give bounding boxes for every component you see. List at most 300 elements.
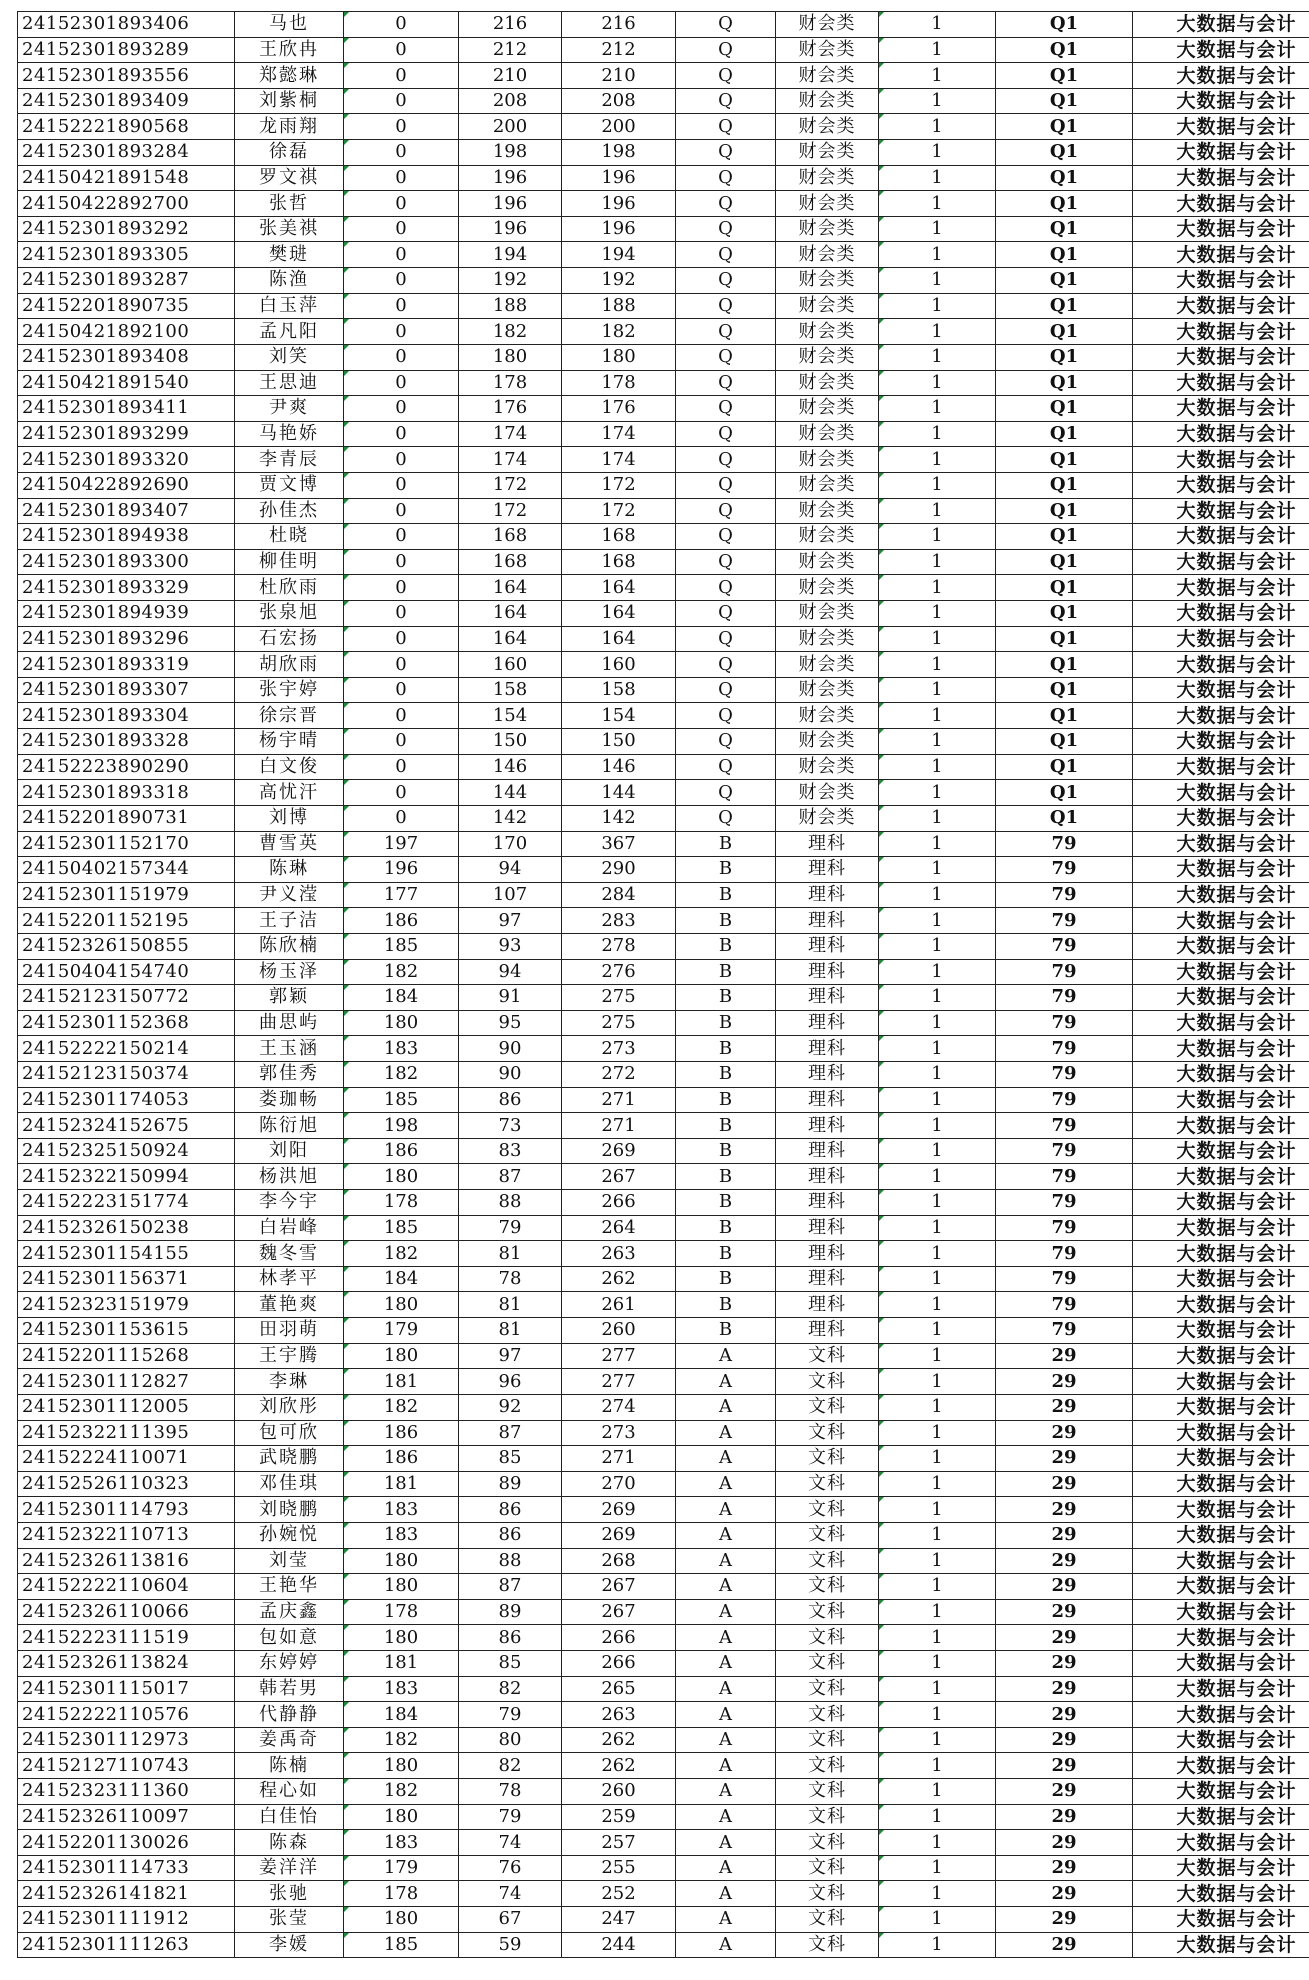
cell-code[interactable]: 29 <box>996 1676 1133 1702</box>
cell-name[interactable]: 尹爽 <box>235 396 344 422</box>
cell-code[interactable]: 29 <box>996 1343 1133 1369</box>
cell-count[interactable]: 1 <box>879 908 996 934</box>
cell-name[interactable]: 林孝平 <box>235 1266 344 1292</box>
cell-major[interactable]: 大数据与会计 <box>1133 242 1309 268</box>
cell-total[interactable]: 164 <box>562 601 676 627</box>
cell-score1[interactable]: 180 <box>344 1753 459 1779</box>
cell-score1[interactable]: 0 <box>344 293 459 319</box>
cell-student-id[interactable]: 24150422892700 <box>18 191 235 217</box>
cell-student-id[interactable]: 24152324152675 <box>18 1113 235 1139</box>
cell-level[interactable]: A <box>676 1881 776 1907</box>
cell-student-id[interactable]: 24152301893318 <box>18 780 235 806</box>
cell-score1[interactable]: 181 <box>344 1651 459 1677</box>
cell-student-id[interactable]: 24152301115017 <box>18 1676 235 1702</box>
cell-score2[interactable]: 150 <box>459 729 562 755</box>
cell-category[interactable]: 财会类 <box>776 370 879 396</box>
cell-student-id[interactable]: 24152301893289 <box>18 37 235 63</box>
cell-count[interactable]: 1 <box>879 1369 996 1395</box>
cell-category[interactable]: 文科 <box>776 1599 879 1625</box>
cell-major[interactable]: 大数据与会计 <box>1133 1753 1309 1779</box>
cell-level[interactable]: Q <box>676 472 776 498</box>
cell-code[interactable]: Q1 <box>996 601 1133 627</box>
cell-score1[interactable]: 179 <box>344 1318 459 1344</box>
cell-total[interactable]: 178 <box>562 370 676 396</box>
cell-student-id[interactable]: 24152325150924 <box>18 1138 235 1164</box>
cell-name[interactable]: 张泉旭 <box>235 601 344 627</box>
cell-count[interactable]: 1 <box>879 165 996 191</box>
cell-count[interactable]: 1 <box>879 1394 996 1420</box>
cell-code[interactable]: 79 <box>996 959 1133 985</box>
cell-category[interactable]: 财会类 <box>776 805 879 831</box>
cell-code[interactable]: 79 <box>996 1113 1133 1139</box>
cell-major[interactable]: 大数据与会计 <box>1133 1855 1309 1881</box>
cell-major[interactable]: 大数据与会计 <box>1133 216 1309 242</box>
cell-count[interactable]: 1 <box>879 1907 996 1933</box>
cell-category[interactable]: 财会类 <box>776 549 879 575</box>
cell-level[interactable]: B <box>676 1138 776 1164</box>
cell-score2[interactable]: 194 <box>459 242 562 268</box>
cell-count[interactable]: 1 <box>879 1061 996 1087</box>
cell-score2[interactable]: 83 <box>459 1138 562 1164</box>
cell-score2[interactable]: 79 <box>459 1215 562 1241</box>
cell-level[interactable]: Q <box>676 396 776 422</box>
cell-level[interactable]: B <box>676 857 776 883</box>
cell-level[interactable]: Q <box>676 37 776 63</box>
cell-major[interactable]: 大数据与会计 <box>1133 677 1309 703</box>
cell-major[interactable]: 大数据与会计 <box>1133 1727 1309 1753</box>
cell-total[interactable]: 273 <box>562 1036 676 1062</box>
cell-category[interactable]: 文科 <box>776 1855 879 1881</box>
cell-score1[interactable]: 0 <box>344 114 459 140</box>
cell-code[interactable]: 29 <box>996 1522 1133 1548</box>
cell-category[interactable]: 财会类 <box>776 12 879 38</box>
cell-name[interactable]: 刘晓鹏 <box>235 1497 344 1523</box>
cell-score2[interactable]: 172 <box>459 472 562 498</box>
cell-score2[interactable]: 90 <box>459 1061 562 1087</box>
cell-major[interactable]: 大数据与会计 <box>1133 1394 1309 1420</box>
cell-count[interactable]: 1 <box>879 1113 996 1139</box>
cell-name[interactable]: 陈楠 <box>235 1753 344 1779</box>
cell-major[interactable]: 大数据与会计 <box>1133 1446 1309 1472</box>
cell-student-id[interactable]: 24152222150214 <box>18 1036 235 1062</box>
cell-category[interactable]: 财会类 <box>776 242 879 268</box>
cell-major[interactable]: 大数据与会计 <box>1133 1599 1309 1625</box>
cell-major[interactable]: 大数据与会计 <box>1133 1676 1309 1702</box>
cell-score2[interactable]: 192 <box>459 268 562 294</box>
cell-major[interactable]: 大数据与会计 <box>1133 1241 1309 1267</box>
cell-count[interactable]: 1 <box>879 601 996 627</box>
cell-major[interactable]: 大数据与会计 <box>1133 754 1309 780</box>
cell-score1[interactable]: 196 <box>344 857 459 883</box>
cell-major[interactable]: 大数据与会计 <box>1133 1471 1309 1497</box>
cell-code[interactable]: Q1 <box>996 12 1133 38</box>
cell-category[interactable]: 理科 <box>776 1036 879 1062</box>
cell-category[interactable]: 理科 <box>776 1164 879 1190</box>
cell-count[interactable]: 1 <box>879 12 996 38</box>
cell-total[interactable]: 164 <box>562 626 676 652</box>
cell-major[interactable]: 大数据与会计 <box>1133 575 1309 601</box>
cell-level[interactable]: B <box>676 882 776 908</box>
cell-code[interactable]: Q1 <box>996 780 1133 806</box>
cell-student-id[interactable]: 24152301112827 <box>18 1369 235 1395</box>
cell-score2[interactable]: 67 <box>459 1907 562 1933</box>
cell-student-id[interactable]: 24152301152170 <box>18 831 235 857</box>
cell-score2[interactable]: 82 <box>459 1676 562 1702</box>
cell-total[interactable]: 274 <box>562 1394 676 1420</box>
cell-total[interactable]: 269 <box>562 1522 676 1548</box>
cell-name[interactable]: 姜禹奇 <box>235 1727 344 1753</box>
cell-code[interactable]: Q1 <box>996 677 1133 703</box>
cell-score2[interactable]: 76 <box>459 1855 562 1881</box>
cell-score2[interactable]: 91 <box>459 985 562 1011</box>
cell-level[interactable]: A <box>676 1907 776 1933</box>
cell-total[interactable]: 244 <box>562 1932 676 1958</box>
cell-category[interactable]: 财会类 <box>776 780 879 806</box>
cell-name[interactable]: 刘紫桐 <box>235 88 344 114</box>
cell-level[interactable]: Q <box>676 88 776 114</box>
cell-total[interactable]: 176 <box>562 396 676 422</box>
cell-category[interactable]: 理科 <box>776 882 879 908</box>
cell-name[interactable]: 魏冬雪 <box>235 1241 344 1267</box>
cell-student-id[interactable]: 24152301112973 <box>18 1727 235 1753</box>
cell-count[interactable]: 1 <box>879 1702 996 1728</box>
cell-score1[interactable]: 0 <box>344 344 459 370</box>
cell-score1[interactable]: 185 <box>344 933 459 959</box>
cell-level[interactable]: Q <box>676 524 776 550</box>
cell-major[interactable]: 大数据与会计 <box>1133 498 1309 524</box>
cell-major[interactable]: 大数据与会计 <box>1133 652 1309 678</box>
cell-student-id[interactable]: 24152221890568 <box>18 114 235 140</box>
cell-total[interactable]: 262 <box>562 1753 676 1779</box>
cell-student-id[interactable]: 24152301894938 <box>18 524 235 550</box>
cell-code[interactable]: 79 <box>996 908 1133 934</box>
cell-category[interactable]: 财会类 <box>776 601 879 627</box>
cell-major[interactable]: 大数据与会计 <box>1133 1369 1309 1395</box>
cell-student-id[interactable]: 24152301151979 <box>18 882 235 908</box>
cell-count[interactable]: 1 <box>879 1343 996 1369</box>
cell-code[interactable]: 29 <box>996 1369 1133 1395</box>
cell-score2[interactable]: 142 <box>459 805 562 831</box>
cell-major[interactable]: 大数据与会计 <box>1133 1522 1309 1548</box>
cell-name[interactable]: 樊琎 <box>235 242 344 268</box>
cell-code[interactable]: Q1 <box>996 165 1133 191</box>
cell-name[interactable]: 郑懿琳 <box>235 63 344 89</box>
cell-count[interactable]: 1 <box>879 396 996 422</box>
cell-name[interactable]: 李今宇 <box>235 1190 344 1216</box>
cell-code[interactable]: 79 <box>996 1190 1133 1216</box>
cell-score1[interactable]: 182 <box>344 1061 459 1087</box>
cell-name[interactable]: 白佳怡 <box>235 1804 344 1830</box>
cell-student-id[interactable]: 24152123150772 <box>18 985 235 1011</box>
cell-total[interactable]: 180 <box>562 344 676 370</box>
cell-total[interactable]: 290 <box>562 857 676 883</box>
cell-student-id[interactable]: 24150421891548 <box>18 165 235 191</box>
cell-count[interactable]: 1 <box>879 63 996 89</box>
cell-score1[interactable]: 179 <box>344 1855 459 1881</box>
cell-category[interactable]: 文科 <box>776 1625 879 1651</box>
cell-level[interactable]: Q <box>676 216 776 242</box>
cell-student-id[interactable]: 24152301893287 <box>18 268 235 294</box>
cell-total[interactable]: 263 <box>562 1702 676 1728</box>
cell-level[interactable]: A <box>676 1804 776 1830</box>
cell-score2[interactable]: 94 <box>459 857 562 883</box>
cell-student-id[interactable]: 24152526110323 <box>18 1471 235 1497</box>
cell-score2[interactable]: 216 <box>459 12 562 38</box>
cell-code[interactable]: 79 <box>996 1241 1133 1267</box>
cell-code[interactable]: 29 <box>996 1574 1133 1600</box>
cell-category[interactable]: 理科 <box>776 908 879 934</box>
cell-name[interactable]: 李青辰 <box>235 447 344 473</box>
cell-total[interactable]: 212 <box>562 37 676 63</box>
cell-score2[interactable]: 86 <box>459 1625 562 1651</box>
cell-total[interactable]: 260 <box>562 1318 676 1344</box>
cell-score2[interactable]: 168 <box>459 549 562 575</box>
cell-count[interactable]: 1 <box>879 268 996 294</box>
cell-name[interactable]: 包可欣 <box>235 1420 344 1446</box>
cell-name[interactable]: 武晓鹏 <box>235 1446 344 1472</box>
cell-score2[interactable]: 87 <box>459 1420 562 1446</box>
cell-category[interactable]: 文科 <box>776 1753 879 1779</box>
cell-score1[interactable]: 180 <box>344 1804 459 1830</box>
cell-level[interactable]: Q <box>676 140 776 166</box>
cell-code[interactable]: Q1 <box>996 805 1133 831</box>
cell-level[interactable]: Q <box>676 575 776 601</box>
cell-score1[interactable]: 186 <box>344 1420 459 1446</box>
cell-score1[interactable]: 178 <box>344 1881 459 1907</box>
cell-category[interactable]: 文科 <box>776 1394 879 1420</box>
cell-count[interactable]: 1 <box>879 1881 996 1907</box>
cell-level[interactable]: B <box>676 1266 776 1292</box>
cell-score2[interactable]: 85 <box>459 1651 562 1677</box>
cell-count[interactable]: 1 <box>879 575 996 601</box>
cell-total[interactable]: 271 <box>562 1087 676 1113</box>
cell-total[interactable]: 261 <box>562 1292 676 1318</box>
cell-total[interactable]: 154 <box>562 703 676 729</box>
cell-major[interactable]: 大数据与会计 <box>1133 1343 1309 1369</box>
cell-score1[interactable]: 180 <box>344 1625 459 1651</box>
cell-student-id[interactable]: 24152223890290 <box>18 754 235 780</box>
cell-category[interactable]: 财会类 <box>776 88 879 114</box>
cell-major[interactable]: 大数据与会计 <box>1133 1036 1309 1062</box>
cell-major[interactable]: 大数据与会计 <box>1133 1907 1309 1933</box>
cell-name[interactable]: 胡欣雨 <box>235 652 344 678</box>
cell-score1[interactable]: 0 <box>344 703 459 729</box>
cell-score1[interactable]: 182 <box>344 1394 459 1420</box>
cell-code[interactable]: 29 <box>996 1599 1133 1625</box>
cell-major[interactable]: 大数据与会计 <box>1133 1881 1309 1907</box>
cell-total[interactable]: 276 <box>562 959 676 985</box>
cell-major[interactable]: 大数据与会计 <box>1133 63 1309 89</box>
cell-count[interactable]: 1 <box>879 1087 996 1113</box>
cell-name[interactable]: 陈渔 <box>235 268 344 294</box>
cell-score1[interactable]: 183 <box>344 1676 459 1702</box>
cell-code[interactable]: Q1 <box>996 140 1133 166</box>
cell-code[interactable]: 79 <box>996 857 1133 883</box>
cell-major[interactable]: 大数据与会计 <box>1133 831 1309 857</box>
cell-total[interactable]: 146 <box>562 754 676 780</box>
cell-count[interactable]: 1 <box>879 447 996 473</box>
cell-total[interactable]: 267 <box>562 1164 676 1190</box>
cell-student-id[interactable]: 24152301893300 <box>18 549 235 575</box>
cell-score1[interactable]: 181 <box>344 1369 459 1395</box>
cell-score2[interactable]: 188 <box>459 293 562 319</box>
cell-category[interactable]: 文科 <box>776 1548 879 1574</box>
cell-category[interactable]: 理科 <box>776 959 879 985</box>
cell-name[interactable]: 尹义滢 <box>235 882 344 908</box>
cell-major[interactable]: 大数据与会计 <box>1133 421 1309 447</box>
cell-code[interactable]: Q1 <box>996 754 1133 780</box>
cell-student-id[interactable]: 24152322110713 <box>18 1522 235 1548</box>
cell-name[interactable]: 罗文祺 <box>235 165 344 191</box>
cell-score2[interactable]: 81 <box>459 1318 562 1344</box>
cell-count[interactable]: 1 <box>879 1036 996 1062</box>
cell-total[interactable]: 269 <box>562 1138 676 1164</box>
cell-category[interactable]: 文科 <box>776 1522 879 1548</box>
cell-name[interactable]: 白文俊 <box>235 754 344 780</box>
cell-level[interactable]: Q <box>676 498 776 524</box>
cell-total[interactable]: 277 <box>562 1369 676 1395</box>
cell-score2[interactable]: 88 <box>459 1548 562 1574</box>
cell-category[interactable]: 财会类 <box>776 140 879 166</box>
cell-code[interactable]: 79 <box>996 831 1133 857</box>
cell-student-id[interactable]: 24152301156371 <box>18 1266 235 1292</box>
cell-major[interactable]: 大数据与会计 <box>1133 857 1309 883</box>
cell-count[interactable]: 1 <box>879 1292 996 1318</box>
cell-score2[interactable]: 94 <box>459 959 562 985</box>
cell-category[interactable]: 财会类 <box>776 447 879 473</box>
cell-level[interactable]: A <box>676 1548 776 1574</box>
cell-score1[interactable]: 0 <box>344 652 459 678</box>
cell-category[interactable]: 理科 <box>776 1318 879 1344</box>
cell-count[interactable]: 1 <box>879 1241 996 1267</box>
cell-student-id[interactable]: 24152326141821 <box>18 1881 235 1907</box>
cell-code[interactable]: 29 <box>996 1727 1133 1753</box>
cell-category[interactable]: 理科 <box>776 857 879 883</box>
cell-code[interactable]: 29 <box>996 1471 1133 1497</box>
cell-count[interactable]: 1 <box>879 857 996 883</box>
cell-student-id[interactable]: 24152201152195 <box>18 908 235 934</box>
cell-score2[interactable]: 208 <box>459 88 562 114</box>
cell-score1[interactable]: 178 <box>344 1599 459 1625</box>
cell-score1[interactable]: 177 <box>344 882 459 908</box>
cell-score2[interactable]: 196 <box>459 165 562 191</box>
cell-name[interactable]: 孟凡阳 <box>235 319 344 345</box>
cell-total[interactable]: 271 <box>562 1113 676 1139</box>
cell-code[interactable]: Q1 <box>996 652 1133 678</box>
cell-major[interactable]: 大数据与会计 <box>1133 1010 1309 1036</box>
cell-code[interactable]: Q1 <box>996 191 1133 217</box>
cell-name[interactable]: 高忧汗 <box>235 780 344 806</box>
cell-total[interactable]: 198 <box>562 140 676 166</box>
cell-category[interactable]: 文科 <box>776 1907 879 1933</box>
cell-count[interactable]: 1 <box>879 1446 996 1472</box>
cell-category[interactable]: 文科 <box>776 1471 879 1497</box>
cell-level[interactable]: A <box>676 1625 776 1651</box>
cell-student-id[interactable]: 24152301893319 <box>18 652 235 678</box>
cell-major[interactable]: 大数据与会计 <box>1133 1651 1309 1677</box>
cell-category[interactable]: 文科 <box>776 1727 879 1753</box>
cell-count[interactable]: 1 <box>879 754 996 780</box>
cell-score1[interactable]: 0 <box>344 370 459 396</box>
cell-category[interactable]: 文科 <box>776 1446 879 1472</box>
cell-code[interactable]: Q1 <box>996 216 1133 242</box>
cell-student-id[interactable]: 24152301893411 <box>18 396 235 422</box>
cell-count[interactable]: 1 <box>879 1625 996 1651</box>
cell-score1[interactable]: 0 <box>344 268 459 294</box>
cell-name[interactable]: 杨洪旭 <box>235 1164 344 1190</box>
cell-level[interactable]: A <box>676 1651 776 1677</box>
cell-count[interactable]: 1 <box>879 242 996 268</box>
cell-student-id[interactable]: 24150421891540 <box>18 370 235 396</box>
cell-code[interactable]: Q1 <box>996 370 1133 396</box>
cell-major[interactable]: 大数据与会计 <box>1133 959 1309 985</box>
cell-name[interactable]: 陈森 <box>235 1830 344 1856</box>
cell-category[interactable]: 理科 <box>776 1190 879 1216</box>
cell-total[interactable]: 247 <box>562 1907 676 1933</box>
cell-count[interactable]: 1 <box>879 959 996 985</box>
cell-name[interactable]: 包如意 <box>235 1625 344 1651</box>
cell-student-id[interactable]: 24152301114733 <box>18 1855 235 1881</box>
cell-code[interactable]: 79 <box>996 1010 1133 1036</box>
cell-count[interactable]: 1 <box>879 985 996 1011</box>
cell-code[interactable]: Q1 <box>996 729 1133 755</box>
cell-total[interactable]: 164 <box>562 575 676 601</box>
cell-name[interactable]: 杜晓 <box>235 524 344 550</box>
cell-count[interactable]: 1 <box>879 88 996 114</box>
cell-category[interactable]: 文科 <box>776 1881 879 1907</box>
cell-code[interactable]: Q1 <box>996 626 1133 652</box>
cell-score1[interactable]: 0 <box>344 549 459 575</box>
cell-name[interactable]: 张宇婷 <box>235 677 344 703</box>
cell-code[interactable]: 29 <box>996 1932 1133 1958</box>
cell-total[interactable]: 268 <box>562 1548 676 1574</box>
cell-major[interactable]: 大数据与会计 <box>1133 1779 1309 1805</box>
cell-major[interactable]: 大数据与会计 <box>1133 1574 1309 1600</box>
cell-code[interactable]: Q1 <box>996 447 1133 473</box>
cell-level[interactable]: Q <box>676 344 776 370</box>
cell-category[interactable]: 理科 <box>776 1061 879 1087</box>
cell-score2[interactable]: 158 <box>459 677 562 703</box>
cell-level[interactable]: B <box>676 1190 776 1216</box>
cell-score1[interactable]: 0 <box>344 575 459 601</box>
cell-student-id[interactable]: 24152301893305 <box>18 242 235 268</box>
cell-name[interactable]: 马也 <box>235 12 344 38</box>
cell-score2[interactable]: 74 <box>459 1881 562 1907</box>
cell-count[interactable]: 1 <box>879 1318 996 1344</box>
cell-count[interactable]: 1 <box>879 1804 996 1830</box>
cell-code[interactable]: Q1 <box>996 524 1133 550</box>
cell-score1[interactable]: 0 <box>344 396 459 422</box>
cell-score1[interactable]: 0 <box>344 780 459 806</box>
cell-name[interactable]: 曹雪英 <box>235 831 344 857</box>
cell-score1[interactable]: 180 <box>344 1010 459 1036</box>
cell-code[interactable]: 79 <box>996 1138 1133 1164</box>
cell-major[interactable]: 大数据与会计 <box>1133 1164 1309 1190</box>
cell-total[interactable]: 196 <box>562 191 676 217</box>
cell-total[interactable]: 150 <box>562 729 676 755</box>
cell-score1[interactable]: 186 <box>344 1138 459 1164</box>
cell-category[interactable]: 文科 <box>776 1497 879 1523</box>
cell-score1[interactable]: 178 <box>344 1190 459 1216</box>
cell-major[interactable]: 大数据与会计 <box>1133 1061 1309 1087</box>
cell-student-id[interactable]: 24152301893320 <box>18 447 235 473</box>
cell-code[interactable]: 79 <box>996 1164 1133 1190</box>
cell-count[interactable]: 1 <box>879 293 996 319</box>
cell-major[interactable]: 大数据与会计 <box>1133 601 1309 627</box>
cell-category[interactable]: 财会类 <box>776 293 879 319</box>
cell-score2[interactable]: 78 <box>459 1266 562 1292</box>
cell-category[interactable]: 理科 <box>776 1292 879 1318</box>
